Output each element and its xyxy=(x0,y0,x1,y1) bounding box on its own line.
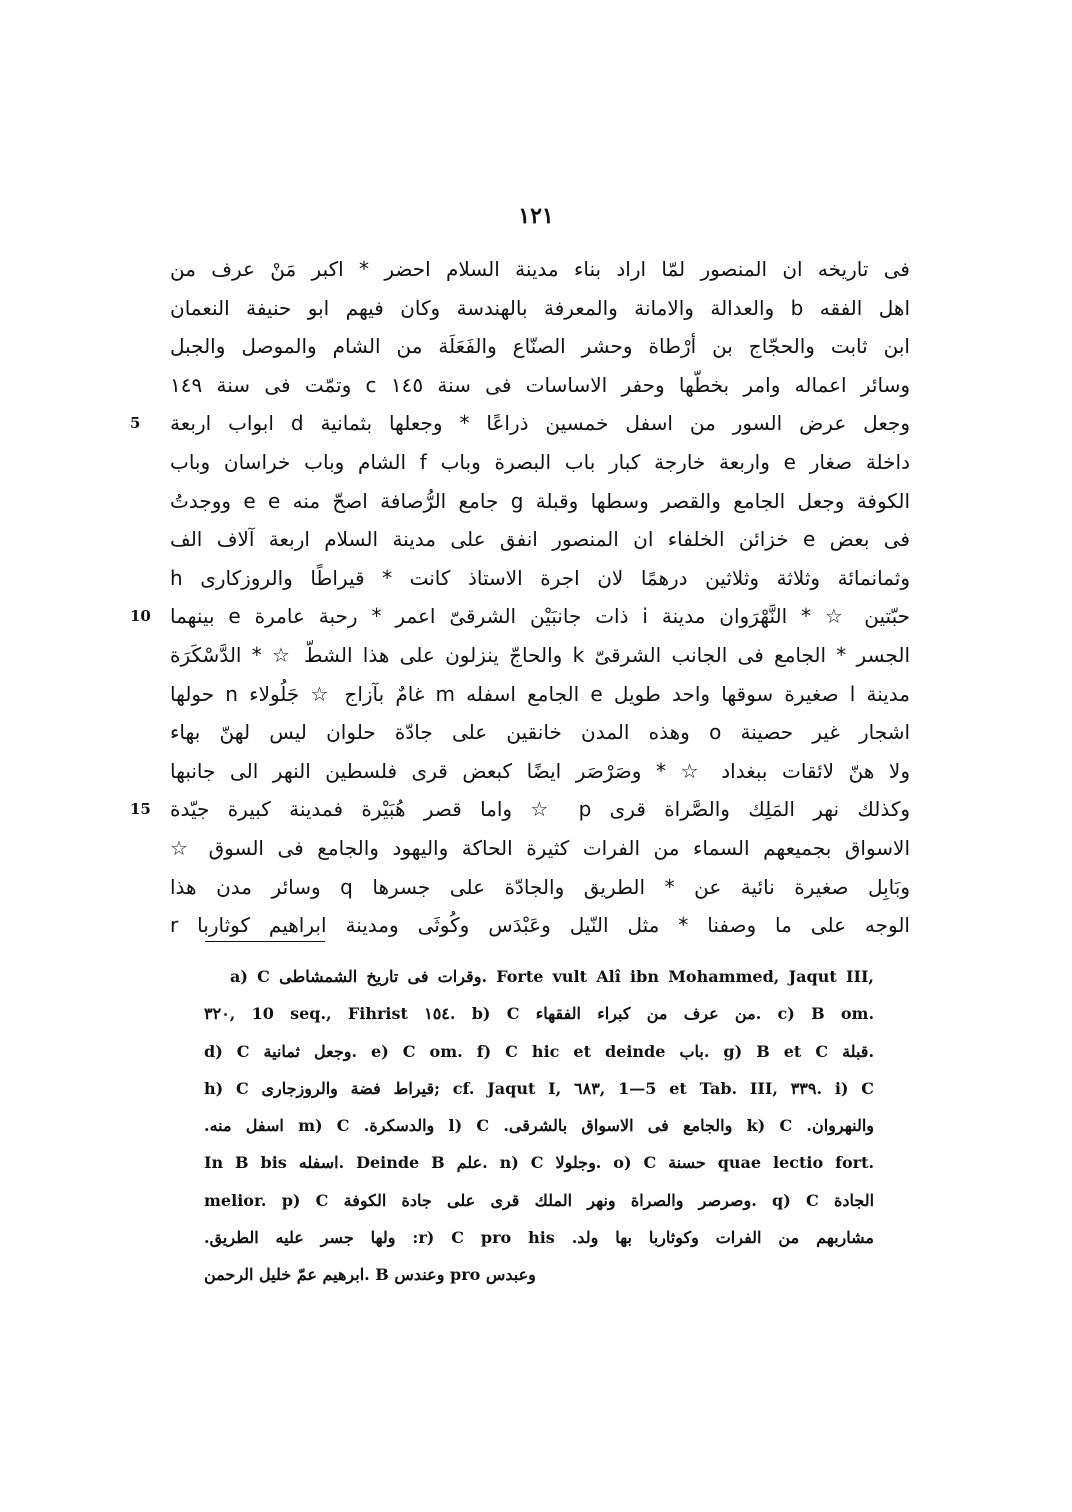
text-line: اهل الفقه b والعدالة والامانة والمعرفة بالهندسة وكان فيهم ابو حنيفة النعمان xyxy=(170,295,911,320)
text-line: وسائر اعماله وامر بخطّها وحفر الاساسات فى سنة ١٤٥ c وتمّت فى سنة ١٤٩ xyxy=(170,372,910,397)
text-line: مدينة l صغيرة سوقها واحد طويل e الجامع اسفله m غامٌ بآزاج ☆ جَلُولاء n حولها xyxy=(170,681,911,706)
text-line: الجسر * الجامع فى الجانب الشرقىّ k والحاجّ ينزلون على هذا الشطّ ☆ * الدَّسْكَرَة xyxy=(170,642,910,667)
text-line: حبّتين ☆ * النَّهْرَوان مدينة i ذات جانبَيْن الشرقىّ اعمر * رحبة عامرة e بينهما 10 xyxy=(170,597,910,636)
text-line: فى بعض e خزائن الخلفاء ان المنصور انفق على مدينة السلام اربعة آلاف الف xyxy=(170,527,910,552)
footnote-line: وعبدس pro وعندس B .ابرهيم عمّ خليل الرحمن xyxy=(204,1265,536,1285)
footnote-line: h) C قيراط فضة والروزجارى; cf. Jaqut I, ٦٨٣, 1—5 et Tab. III, ٣٣٩. i) C xyxy=(204,1078,875,1098)
text-line: الكوفة وجعل الجامع والقصر وسطها وقبلة g جامع الرُّصافة اصحّ منه e e ووجدتُ xyxy=(170,488,911,513)
footnote-line: والنهروان. k) C والجامع فى الاسواق بالشرقى. l) C والدسكرة. m) C اسفل منه. xyxy=(204,1116,874,1136)
text-line: وكذلك نهر المَلِك والصَّراة قرى p ☆ واما قصر هُبَيْرة فمدينة كبيرة جيّدة 15 xyxy=(170,790,910,829)
text-line: وجعل عرض السور من اسفل خمسين ذراعًا * وجعلها بثمانية d ابواب اربعة 5 xyxy=(170,404,910,443)
text-line: ابن ثابت والحجّاج بن أرْطاة وحشر الصنّاع والفَعَلَة من الشام والموصل والجبل xyxy=(170,334,910,359)
arabic-main-text xyxy=(130,250,911,945)
line-number: 10 xyxy=(130,607,151,626)
footnotes xyxy=(204,958,874,1294)
text-line: الوجه على ما وصفنا * مثل النّيل وعَبْدَس وكُوثَى ومدينة ابراهيم كوثاربا r xyxy=(170,913,910,938)
text-line: وثمانمائة وثلاثة وثلاثين درهمًا لان اجرة الاستاذ كانت * قيراطًا والروزكارى h xyxy=(170,565,910,590)
footnote-line: ٣٢٠, 10 seq., Fihrist ١٥٤. b) C من عرف من كبراء الفقهاء. c) B om. xyxy=(204,1004,875,1024)
text-line: فى تاريخه ان المنصور لمّا اراد بناء مدينة السلام احضر * اكبر مَنْ عرف من xyxy=(170,257,910,281)
footnote-line: d) C وجعل ثمانية. e) C om. f) C hic et deinde باب. g) B et C قبلة. xyxy=(204,1041,875,1061)
page-number: ١٢١ xyxy=(518,203,554,229)
footnote-line: a) C وقرات فى تاريخ الشمشاطى. Forte vult Alî ibn Mohammed, Jaqut III, xyxy=(230,967,875,986)
text-line: داخلة صغار e واربعة خارجة كبار باب البصرة وباب f الشام وباب خراسان وباب xyxy=(170,449,911,474)
text-line: اشجار غير حصينة o وهذه المدن خانقين على جادّة حلوان ليس لهنّ بهاء xyxy=(170,720,911,745)
line-number: 15 xyxy=(130,800,151,819)
footnote-line: In B bis اسفله. Deinde B علم. n) C وجلولا. o) C حسنة quae lectio fort. xyxy=(204,1153,875,1173)
footnote-line: melior. p) C وصرصر والصراة ونهر الملك قرى على جادة الكوفة. q) C الجادة xyxy=(204,1190,875,1210)
text-line: ولا هنّ لائقات ببغداد ☆ * وصَرْصَر ايضًا كبعض قرى فلسطين النهر الى جانبها xyxy=(170,758,910,783)
text-line: الاسواق بجميعهم السماء من الفرات كثيرة الحاكة واليهود والجامع فى السوق ☆ xyxy=(170,835,910,860)
line-number: 5 xyxy=(130,414,141,433)
text-line: وبَابِل صغيرة نائية عن * الطريق والجادّة على جسرها q وسائر مدن هذا xyxy=(170,874,911,899)
footnote-divider xyxy=(205,941,325,942)
footnote-line: مشاربهم من الفرات وكوثاربا بها ولد. r) C pro his: ولها جسر عليه الطريق. xyxy=(204,1228,875,1248)
